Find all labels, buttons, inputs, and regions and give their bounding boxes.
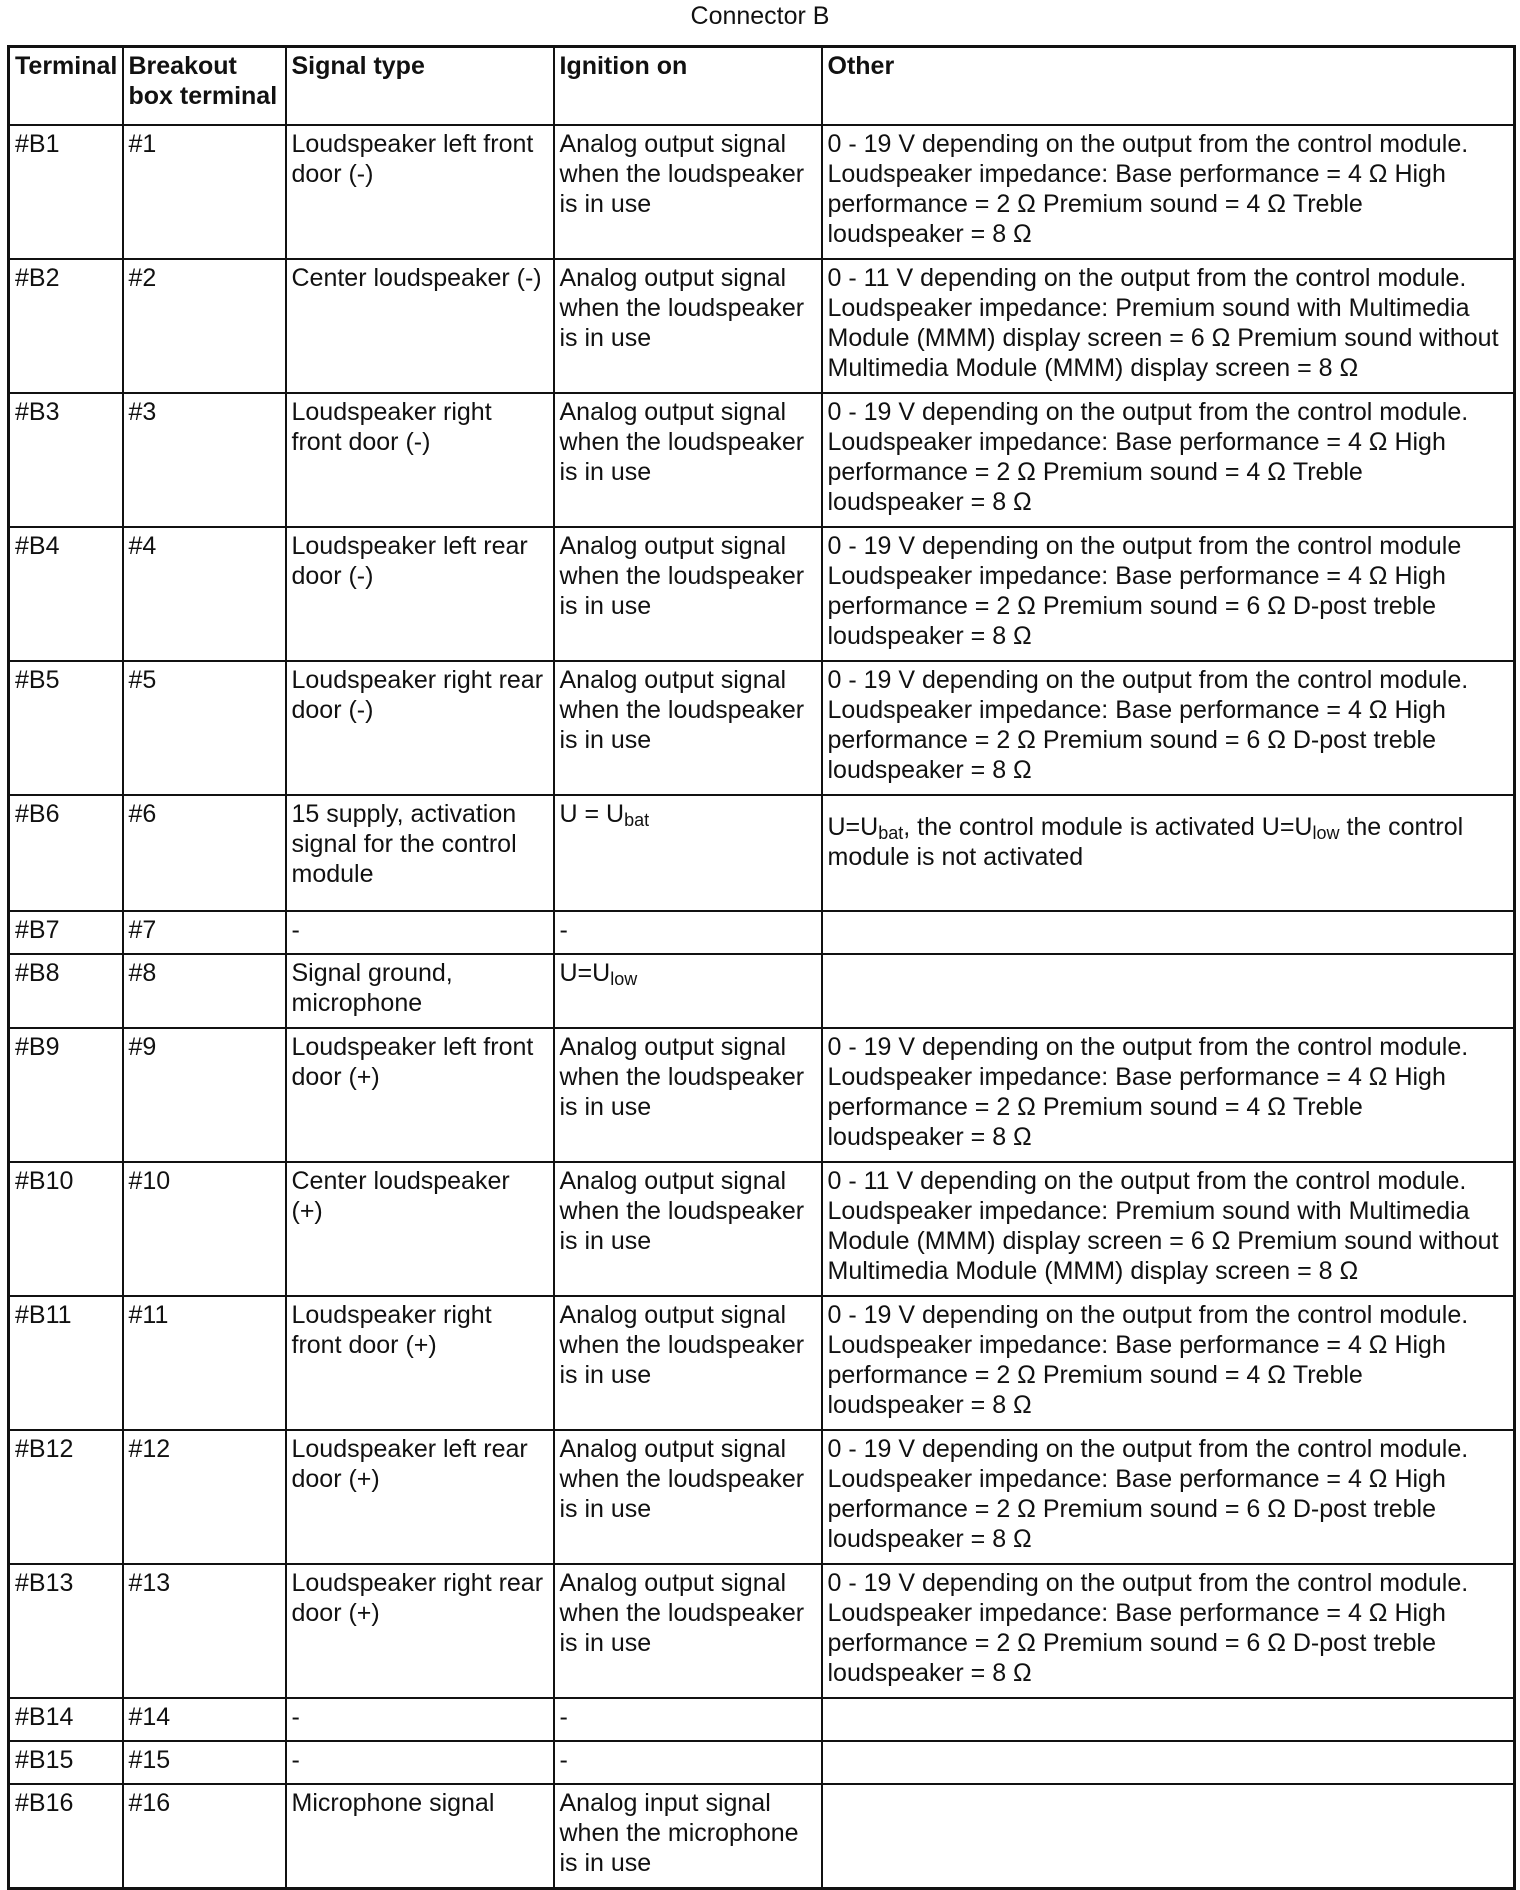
table-row: [9, 1162, 1515, 1296]
other-cell: [822, 1162, 1515, 1296]
ignition-line: when the loudspeaker: [559, 1465, 805, 1493]
signal-type-line: Microphone signal: [291, 1789, 495, 1817]
breakout-cell: #16: [123, 1784, 286, 1889]
terminal-cell: #B6: [9, 795, 123, 911]
ignition-line: -: [559, 916, 568, 944]
ignition-line: is in use: [559, 1849, 652, 1877]
ignition-line: Analog output signal: [559, 1033, 787, 1061]
other-line: loudspeaker = 8 Ω: [827, 1525, 1032, 1553]
other-line: 0 - 19 V depending on the output from the control module.: [827, 666, 1469, 694]
breakout-cell: #6: [123, 795, 286, 911]
header-signal-type: Signal type: [286, 47, 554, 126]
signal-type-cell: [286, 1784, 554, 1889]
subscript: bat: [624, 810, 650, 830]
signal-type-line: microphone: [291, 989, 423, 1017]
other-cell: [822, 1698, 1515, 1741]
table-row: [9, 1741, 1515, 1784]
other-cell: [822, 1784, 1515, 1889]
ignition-line: is in use: [559, 324, 652, 352]
other-line: Loudspeaker impedance: Base performance = 4 Ω High: [827, 562, 1446, 590]
other-line: 0 - 11 V depending on the output from the control module.: [827, 264, 1467, 292]
breakout-cell: #8: [123, 954, 286, 1028]
ignition-line: is in use: [559, 1495, 652, 1523]
other-line: 0 - 11 V depending on the output from the control module.: [827, 1167, 1467, 1195]
signal-type-line: (+): [291, 1197, 323, 1225]
ignition-line: is in use: [559, 1361, 652, 1389]
ignition-line: when the loudspeaker: [559, 1063, 805, 1091]
ignition-line: -: [559, 1746, 568, 1774]
ignition-cell: [554, 393, 822, 527]
header-row: [9, 47, 1515, 126]
other-line: 0 - 19 V depending on the output from the control module.: [827, 1435, 1469, 1463]
ignition-line: is in use: [559, 1227, 652, 1255]
ignition-cell: [554, 795, 822, 911]
breakout-cell: #9: [123, 1028, 286, 1162]
other-line: 0 - 19 V depending on the output from the control module.: [827, 1569, 1469, 1597]
other-line: Loudspeaker impedance: Base performance = 4 Ω High: [827, 1331, 1446, 1359]
signal-type-line: front door (+): [291, 1331, 437, 1359]
ignition-line: when the loudspeaker: [559, 428, 805, 456]
other-text: U=U: [827, 813, 879, 841]
other-cell: [822, 911, 1515, 954]
signal-type-line: door (-): [291, 562, 374, 590]
signal-type-cell: [286, 1162, 554, 1296]
ignition-line: Analog output signal: [559, 130, 787, 158]
other-cell: [822, 527, 1515, 661]
other-cell: [822, 1564, 1515, 1698]
signal-type-cell: [286, 911, 554, 954]
other-cell: [822, 125, 1515, 259]
terminal-cell: #B1: [9, 125, 123, 259]
ignition-line: Analog output signal: [559, 1569, 787, 1597]
subscript: low: [610, 969, 638, 989]
ignition-line: Analog output signal: [559, 1435, 787, 1463]
ignition-line: Analog output signal: [559, 532, 787, 560]
signal-type-cell: [286, 661, 554, 795]
other-line: loudspeaker = 8 Ω: [827, 220, 1032, 248]
other-cell: [822, 1296, 1515, 1430]
other-line: 0 - 19 V depending on the output from the control module.: [827, 1033, 1469, 1061]
other-line: loudspeaker = 8 Ω: [827, 1659, 1032, 1687]
other-line: Multimedia Module (MMM) display screen = 8 Ω: [827, 1257, 1359, 1285]
ignition-line: Analog output signal: [559, 666, 787, 694]
other-line: loudspeaker = 8 Ω: [827, 756, 1032, 784]
ignition-cell: [554, 1028, 822, 1162]
signal-type-cell: [286, 1564, 554, 1698]
table-row: [9, 1430, 1515, 1564]
other-line: 0 - 19 V depending on the output from the control module.: [827, 1301, 1469, 1329]
other-line: performance = 2 Ω Premium sound = 6 Ω D-post treble: [827, 1495, 1436, 1523]
other-cell: [822, 795, 1515, 911]
header-breakout: [123, 47, 286, 126]
ignition-line: when the microphone: [559, 1819, 799, 1847]
subscript: low: [1312, 823, 1340, 843]
signal-type-cell: [286, 125, 554, 259]
other-line: Multimedia Module (MMM) display screen = 8 Ω: [827, 354, 1359, 382]
table-row: [9, 1698, 1515, 1741]
other-line: module is not activated: [827, 843, 1084, 871]
other-line: performance = 2 Ω Premium sound = 6 Ω D-post treble: [827, 1629, 1436, 1657]
ignition-line: is in use: [559, 458, 652, 486]
signal-type-cell: [286, 1430, 554, 1564]
other-line: 0 - 19 V depending on the output from the control module.: [827, 130, 1469, 158]
other-line: Loudspeaker impedance: Base performance = 4 Ω High: [827, 1599, 1446, 1627]
table-row: [9, 259, 1515, 393]
ignition-cell: [554, 1296, 822, 1430]
connector-table: [7, 45, 1516, 1890]
other-line: 0 - 19 V depending on the output from the control module: [827, 532, 1462, 560]
other-line: loudspeaker = 8 Ω: [827, 1123, 1032, 1151]
breakout-cell: #2: [123, 259, 286, 393]
other-line: [828, 812, 1510, 842]
ignition-cell: [554, 259, 822, 393]
other-cell: [822, 259, 1515, 393]
other-line: performance = 2 Ω Premium sound = 4 Ω Treble: [827, 1361, 1363, 1389]
table-row: [9, 954, 1515, 1028]
other-cell: [822, 1741, 1515, 1784]
other-line: performance = 2 Ω Premium sound = 4 Ω Treble: [827, 190, 1363, 218]
table-row: [9, 661, 1515, 795]
terminal-cell: #B3: [9, 393, 123, 527]
ignition-line: is in use: [559, 592, 652, 620]
ignition-cell: [554, 1784, 822, 1889]
other-cell: [822, 661, 1515, 795]
signal-type-line: door (+): [291, 1465, 380, 1493]
signal-type-line: -: [291, 1746, 300, 1774]
signal-type-line: door (-): [291, 160, 374, 188]
breakout-cell: #1: [123, 125, 286, 259]
ignition-line: is in use: [559, 190, 652, 218]
breakout-cell: #7: [123, 911, 286, 954]
breakout-cell: #4: [123, 527, 286, 661]
table-row: [9, 1784, 1515, 1889]
breakout-cell: #3: [123, 393, 286, 527]
other-line: loudspeaker = 8 Ω: [827, 488, 1032, 516]
ignition-cell: [554, 1564, 822, 1698]
ignition-line: Analog output signal: [559, 264, 787, 292]
ignition-line: when the loudspeaker: [559, 1331, 805, 1359]
other-line: 0 - 19 V depending on the output from the control module.: [827, 398, 1469, 426]
signal-type-line: Loudspeaker right: [291, 398, 492, 426]
ignition-cell: [554, 954, 822, 1028]
table-row: [9, 1028, 1515, 1162]
subscript: bat: [878, 823, 904, 843]
other-line: loudspeaker = 8 Ω: [827, 1391, 1032, 1419]
signal-type-cell: [286, 954, 554, 1028]
header-terminal: Terminal: [9, 47, 123, 126]
signal-type-cell: [286, 1296, 554, 1430]
signal-type-line: -: [291, 916, 300, 944]
other-line: Loudspeaker impedance: Base performance = 4 Ω High: [827, 1465, 1446, 1493]
ignition-line: -: [559, 1703, 568, 1731]
signal-type-line: Loudspeaker right rear: [291, 666, 544, 694]
terminal-cell: #B16: [9, 1784, 123, 1889]
signal-type-line: Loudspeaker right rear: [291, 1569, 544, 1597]
ignition-cell: [554, 125, 822, 259]
signal-type-cell: [286, 1698, 554, 1741]
table-row: [9, 527, 1515, 661]
other-text: the control: [1339, 813, 1464, 841]
other-line: Loudspeaker impedance: Base performance = 4 Ω High: [827, 428, 1446, 456]
terminal-cell: #B11: [9, 1296, 123, 1430]
terminal-cell: #B15: [9, 1741, 123, 1784]
breakout-cell: #15: [123, 1741, 286, 1784]
table-row: [9, 1296, 1515, 1430]
terminal-cell: #B12: [9, 1430, 123, 1564]
ignition-line: when the loudspeaker: [559, 1197, 805, 1225]
ignition-cell: [554, 1741, 822, 1784]
header-ignition-on: Ignition on: [554, 47, 822, 126]
terminal-cell: #B10: [9, 1162, 123, 1296]
table-caption: Connector B: [690, 2, 830, 30]
signal-type-line: Loudspeaker right: [291, 1301, 492, 1329]
other-cell: [822, 954, 1515, 1028]
signal-type-line: Center loudspeaker: [291, 1167, 510, 1195]
table-row: [9, 911, 1515, 954]
ignition-line: when the loudspeaker: [559, 696, 805, 724]
table-row: [9, 1564, 1515, 1698]
signal-type-line: Loudspeaker left front: [291, 130, 534, 158]
signal-type-cell: [286, 527, 554, 661]
terminal-cell: #B4: [9, 527, 123, 661]
ignition-line: Analog input signal: [559, 1789, 771, 1817]
breakout-cell: #12: [123, 1430, 286, 1564]
signal-type-line: Center loudspeaker (-): [291, 264, 542, 292]
ignition-line: when the loudspeaker: [559, 1599, 805, 1627]
signal-type-cell: [286, 1028, 554, 1162]
ignition-line: is in use: [559, 1093, 652, 1121]
signal-type-line: front door (-): [291, 428, 431, 456]
signal-type-line: Loudspeaker left rear: [291, 1435, 528, 1463]
terminal-cell: #B5: [9, 661, 123, 795]
terminal-cell: #B9: [9, 1028, 123, 1162]
ignition-line: Analog output signal: [559, 1301, 787, 1329]
breakout-cell: #5: [123, 661, 286, 795]
signal-type-line: Loudspeaker left rear: [291, 532, 528, 560]
table-row: [9, 125, 1515, 259]
other-line: Loudspeaker impedance: Base performance = 4 Ω High: [827, 160, 1446, 188]
breakout-cell: #13: [123, 1564, 286, 1698]
ignition-line: when the loudspeaker: [559, 160, 805, 188]
terminal-cell: #B13: [9, 1564, 123, 1698]
ignition-line: is in use: [559, 726, 652, 754]
signal-type-line: 15 supply, activation: [291, 800, 517, 828]
terminal-cell: #B7: [9, 911, 123, 954]
other-line: performance = 2 Ω Premium sound = 6 Ω D-post treble: [827, 592, 1436, 620]
table-row: [9, 795, 1515, 911]
other-cell: [822, 393, 1515, 527]
breakout-cell: #11: [123, 1296, 286, 1430]
terminal-cell: #B8: [9, 954, 123, 1028]
other-line: Module (MMM) display screen = 6 Ω Premium sound without: [827, 1227, 1499, 1255]
ignition-cell: [554, 527, 822, 661]
terminal-cell: #B14: [9, 1698, 123, 1741]
signal-type-line: door (+): [291, 1063, 380, 1091]
ignition-cell: [554, 911, 822, 954]
other-cell: [822, 1430, 1515, 1564]
signal-type-line: module: [291, 860, 374, 888]
signal-type-cell: [286, 795, 554, 911]
other-text: , the control module is activated U=U: [903, 813, 1313, 841]
ignition-cell: [554, 1162, 822, 1296]
header-breakout-line: Breakout: [128, 52, 237, 80]
signal-type-cell: [286, 393, 554, 527]
other-line: performance = 2 Ω Premium sound = 6 Ω D-post treble: [827, 726, 1436, 754]
other-line: Loudspeaker impedance: Premium sound with Multimedia: [827, 1197, 1470, 1225]
signal-type-line: Signal ground,: [291, 959, 453, 987]
other-line: loudspeaker = 8 Ω: [827, 622, 1032, 650]
terminal-cell: #B2: [9, 259, 123, 393]
ignition-line: when the loudspeaker: [559, 562, 805, 590]
table-row: [9, 393, 1515, 527]
ignition-text: U = U: [559, 800, 625, 828]
signal-type-line: -: [291, 1703, 300, 1731]
header-breakout-line: box terminal: [128, 82, 278, 110]
other-line: Loudspeaker impedance: Premium sound with Multimedia: [827, 294, 1470, 322]
signal-type-cell: [286, 1741, 554, 1784]
signal-type-line: door (-): [291, 696, 374, 724]
breakout-cell: #14: [123, 1698, 286, 1741]
other-line: Loudspeaker impedance: Base performance = 4 Ω High: [827, 696, 1446, 724]
ignition-cell: [554, 1430, 822, 1564]
ignition-line: Analog output signal: [559, 398, 787, 426]
header-other: Other: [822, 47, 1515, 126]
table-body: [9, 125, 1515, 1889]
ignition-line: Analog output signal: [559, 1167, 787, 1195]
other-line: Module (MMM) display screen = 6 Ω Premium sound without: [827, 324, 1499, 352]
ignition-cell: [554, 661, 822, 795]
signal-type-line: Loudspeaker left front: [291, 1033, 534, 1061]
other-cell: [822, 1028, 1515, 1162]
other-line: Loudspeaker impedance: Base performance = 4 Ω High: [827, 1063, 1446, 1091]
ignition-cell: [554, 1698, 822, 1741]
other-line: performance = 2 Ω Premium sound = 4 Ω Treble: [827, 458, 1363, 486]
signal-type-line: signal for the control: [291, 830, 517, 858]
ignition-line: when the loudspeaker: [559, 294, 805, 322]
breakout-cell: #10: [123, 1162, 286, 1296]
ignition-line: is in use: [559, 1629, 652, 1657]
signal-type-cell: [286, 259, 554, 393]
other-line: performance = 2 Ω Premium sound = 4 Ω Treble: [827, 1093, 1363, 1121]
signal-type-line: door (+): [291, 1599, 380, 1627]
ignition-text: U=U: [559, 959, 611, 987]
